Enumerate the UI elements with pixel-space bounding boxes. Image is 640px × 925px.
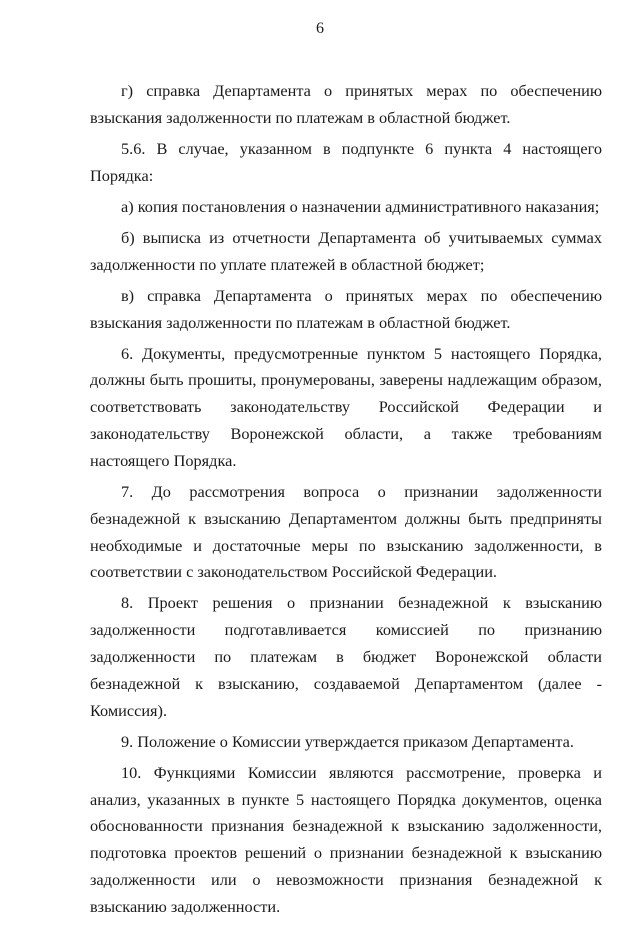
paragraph-item-g: г) справка Департамента о принятых мерах по обеспечению взыскания задолженности по платежам в областной бюджет. <box>90 81 602 127</box>
paragraph-item-b: б) выписка из отчетности Департамента об учитываемых суммах задолженности по уплате платежей в областной бюджет; <box>90 227 602 274</box>
paragraph-5-6: 5.6. В случае, указанном в подпункте 6 пункта 4 настоящего Порядка: <box>90 138 602 185</box>
paragraph-6: 6. Документы, предусмотренные пунктом 5 настоящего Порядка, должны быть прошиты, пронумерованы, заверены надлежащим образом, соответствовать законодательству Российской Федерации и законодательству Воронежской области, а также требованиям настоящего Порядка. <box>90 343 602 470</box>
paragraph-7: 7. До рассмотрения вопроса о признании задолженности безнадежной к взысканию Департаментом должны быть предприняты необходимые и достаточные меры по взысканию задолженности, в соответствии с законодательством Российской Федерации. <box>90 481 602 582</box>
paragraph-9: 9. Положение о Комиссии утверждается приказом Департамента. <box>121 731 574 751</box>
paragraph-item-a: а) копия постановления о назначении административного наказания; <box>121 196 600 216</box>
paragraph-8: 8. Проект решения о признании безнадежной к взысканию задолженности подготавливается комиссией по признанию задолженности по платежам в бюджет Воронежской области безнадежной к взысканию, создаваемой Департаментом (далее - Комиссия). <box>90 593 602 720</box>
paragraph-10: 10. Функциями Комиссии являются рассмотрение, проверка и анализ, указанных в пункте 5 настоящего Порядка документов, оценка обоснованности признания безнадежной к взысканию задолженности, подготовка проектов решений о признании безнадежной к взысканию задолженности или о невозможности признания безнадежной к взысканию задолженности. <box>90 762 602 916</box>
paragraph-item-v: в) справка Департамента о принятых мерах по обеспечению взыскания задолженности по платежам в областной бюджет. <box>90 285 602 332</box>
document-body <box>90 78 602 925</box>
page-number: 6 <box>316 20 324 37</box>
